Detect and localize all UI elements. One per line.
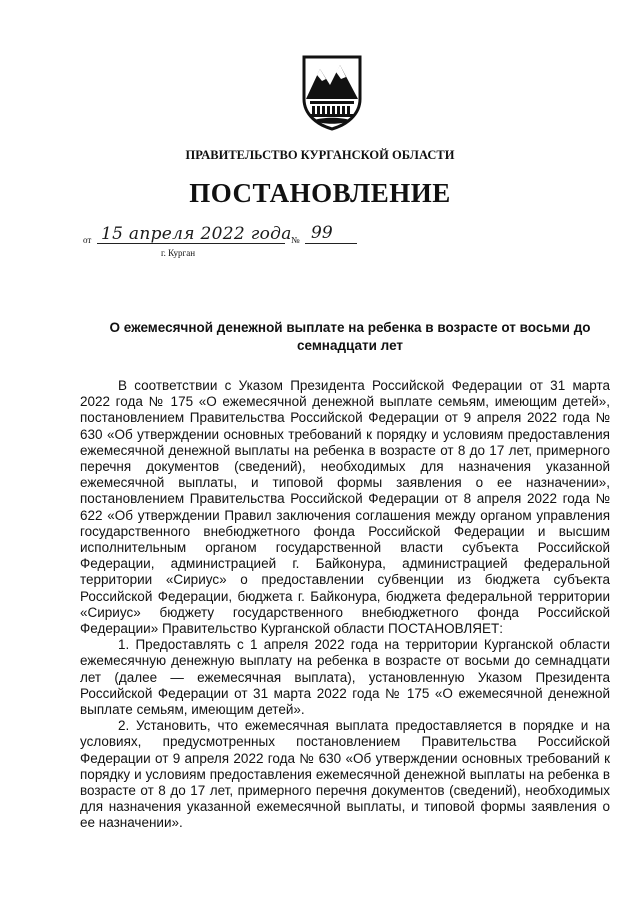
handwritten-number: 99 xyxy=(311,223,333,243)
government-name: ПРАВИТЕЛЬСТВО КУРГАНСКОЙ ОБЛАСТИ xyxy=(185,148,455,162)
number-label: № xyxy=(291,235,300,245)
clause-1-paragraph: 1. Предоставлять с 1 апреля 2022 года на территории Курганской области ежемесячную денежную выплату на ребенка в возрасте от восьми до семнадцати лет (далее — ежемесячная выплата), установленную Указом Президента Российской Федерации от 31 марта 2022 года № 175 «О ежемесячной денежной выплате семьям, имеющим детей». xyxy=(80,637,610,718)
preamble-paragraph: В соответствии с Указом Президента Российской Федерации от 31 марта 2022 года № 175 «О ежемесячной денежной выплате семьям, имеющим детей», постановлением Правительства Российской Федерации от 9 апреля 2022 года № 630 «Об утверждении основных требований к порядку и условиям предоставления ежемесячной денежной выплаты на ребенка в возрасте от 8 до 17 лет, примерного перечня документов (сведений), необходимых для назначения указанной ежемесячной выплаты, и типовой формы заявления о ее назначении», постановлением Правительства Российской Федерации от 8 апреля 2022 года № 622 «Об утверждении Правил заключения соглашения между органом управления государственного внебюджетного фонда Российской Федерации и высшим исполнительным органом государственной власти субъекта Российской Федерации, администрацией г. Байконура, администрацией федеральной территории «Сириус» о предоставлении субвенции из бюджета субъекта Российской Федерации, бюджета г. Байконура, бюджета федеральной территории «Сириус» бюджету государственного внебюджетного фонда Российской Федерации» Правительство Курганской области ПОСТАНОВЛЯЕТ: xyxy=(80,378,610,637)
date-number-line xyxy=(83,223,383,276)
clause-2-paragraph: 2. Установить, что ежемесячная выплата предоставляется в порядке и на условиях, предусмотренных постановлением Правительства Российской Федерации от 9 апреля 2022 года № 630 «Об утверждении основных требований к порядку и условиям предоставления ежемесячной денежной выплаты на ребенка в возрасте от 8 до 17 лет, примерного перечня документов (сведений), необходимых для назначения указанной ежемесячной выплаты, и типовой формы заявления о ее назначении». xyxy=(80,718,610,831)
document-body xyxy=(80,378,610,832)
handwritten-date: 15 апреля 2022 года xyxy=(101,224,292,244)
city-label: г. Курган xyxy=(161,248,196,258)
kurgan-region-emblem-icon xyxy=(300,55,364,131)
date-from-label: от xyxy=(83,235,92,245)
number-underline xyxy=(305,243,357,244)
document-subject: О ежемесячной денежной выплате на ребенка в возрасте от восьми до семнадцати лет xyxy=(109,320,591,353)
document-title: ПОСТАНОВЛЕНИЕ xyxy=(189,178,451,208)
